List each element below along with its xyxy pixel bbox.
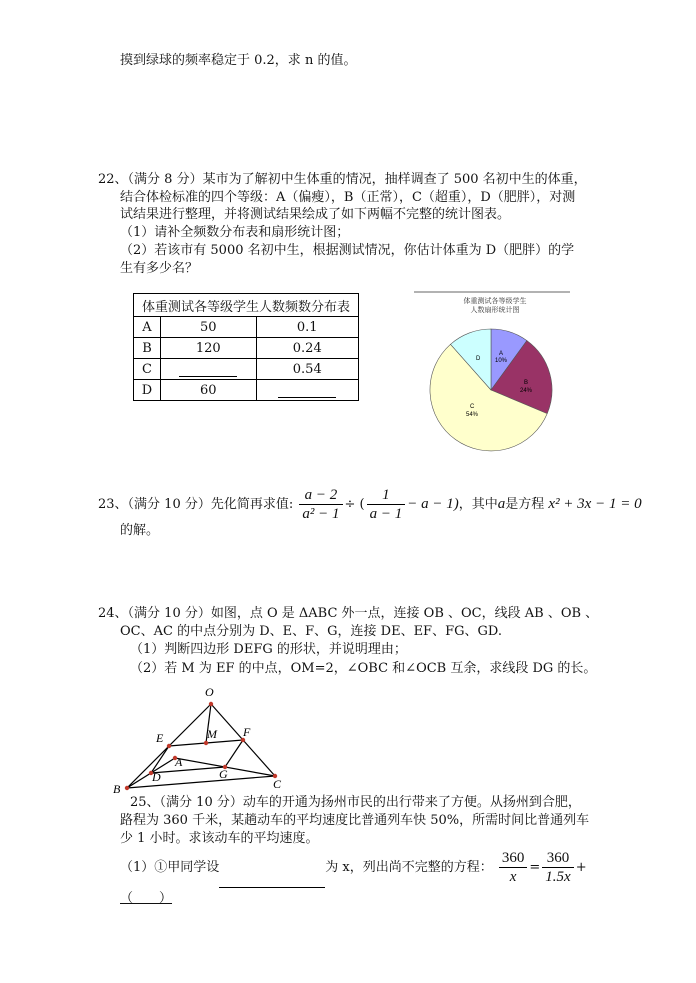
q23-is-root: 是方程 [505,497,545,512]
q25-sub1-mid: 为 x，列出尚不完整的方程： [325,860,493,875]
table-cell-grade: A [134,317,161,338]
q24-line1: 24、（满分 10 分）如图，点 O 是 ΔABC 外一点，连接 OB 、OC，线段 AB 、OB 、 [98,606,599,621]
label-e: E [156,731,164,745]
q25-plus: + [575,860,587,875]
q23-expression [98,482,642,527]
frequency-table [133,293,359,401]
q25-line2: 路程为 360 千米，某趟动车的平均速度比普通列车快 50%，所需时间比普通列车 [120,813,590,828]
q23-equation: x² + 3x − 1 = 0 [548,496,642,512]
table-row [134,338,359,359]
q25-fraction-2: $\frac{360}{1.5x}$ [542,849,573,886]
geometry-figure [105,682,295,797]
table-cell-freq: 0.24 [256,338,358,359]
q22-line1: 22、（满分 8 分）某市为了解初中生体重的情况，抽样调查了 500 名初中生的体重， [98,172,587,187]
pie-chart [410,286,580,458]
q25-sub1-prefix: （1）①甲同学设 [120,860,220,875]
q25-sub1 [120,848,587,888]
q22-sub2b: 生有多少名？ [120,261,199,276]
q23-fraction-2: $\frac{1}{a - 1}$ [367,486,406,523]
q25-eq: = [529,860,541,875]
pie-label-b: B [524,380,529,386]
q23-tail-expr: − a − 1) [407,496,459,512]
q24-sub2: （2）若 M 为 EF 的中点，OM=2，∠OBC 和∠OCB 互余，求线段 DG 的长。 [130,661,597,676]
q23-div: ÷ ( [344,497,365,512]
q23-fraction-1: $\frac{a - 2}{\text{a² − 1}}$ [299,486,342,523]
table-cell-freq-blank[interactable] [256,380,358,401]
table-row [134,359,359,380]
label-b: B [113,782,121,796]
q23-mid: ，其中 [458,497,498,512]
q25-answer-blank[interactable] [219,873,325,888]
pie-pct-b: 24% [520,388,533,394]
table-row [134,380,359,401]
table-cell-grade: D [134,380,161,401]
q22-line2: 结合体检标准的四个等级：A（偏瘦），B（正常），C（超重），D（肥胖），对测 [120,190,576,205]
q23-line2: 的解。 [120,523,160,538]
pie-title-line1: 体重测试各等级学生 [463,297,527,305]
pie-pct-a: 10% [495,358,508,364]
table-cell-count: 120 [160,338,256,359]
q23-prefix: 23、（满分 10 分）先化简再求值: [98,497,294,512]
q25-paren-blank[interactable]: （ ） [120,891,173,906]
q25-line1: 25、（满分 10 分）动车的开通为扬州市民的出行带来了方便。从扬州到合肥， [130,795,581,810]
pie-pct-c: 54% [466,412,479,418]
pie-label-a: A [499,351,504,357]
table-cell-grade: B [134,338,161,359]
q22-line3: 试结果进行整理，并将测试结果绘成了如下两幅不完整的统计图表。 [120,207,511,222]
q23-var: a [497,496,506,512]
label-a: A [175,755,183,769]
pie-label-d: D [476,356,481,362]
table-title: 体重测试各等级学生人数频数分布表 [134,294,359,317]
label-f: F [243,725,251,739]
q24-line2: OC、AC 的中点分别为 D、E、F、G，连接 DE、EF、FG、GD. [120,624,502,639]
table-cell-count: 50 [160,317,256,338]
q22-sub2a: （2）若该市有 5000 名初中生，根据测试情况，你估计体重为 D（肥胖）的学 [120,243,575,258]
label-m: M [207,727,217,741]
label-g: G [219,767,228,781]
pie-label-c: C [470,404,475,410]
table-cell-freq: 0.54 [256,359,358,380]
label-o: O [205,685,214,699]
label-d: D [152,770,161,784]
label-c: C [273,777,282,791]
table-row [134,317,359,338]
q25-line3: 少 1 小时。求该动车的平均速度。 [120,831,319,846]
q24-sub1: （1）判断四边形 DEFG 的形状，并说明理由； [130,642,407,657]
q21-tail-text: 摸到绿球的频率稳定于 0.2，求 n 的值。 [120,53,357,68]
q22-sub1: （1）请补全频数分布表和扇形统计图； [120,225,350,240]
table-cell-freq: 0.1 [256,317,358,338]
pie-title-line2: 人数扇形统计图 [470,306,520,314]
q25-fraction-1: $\frac{360}{x}$ [499,849,528,886]
table-cell-count-blank[interactable] [160,359,256,380]
table-cell-grade: C [134,359,161,380]
table-cell-count: 60 [160,380,256,401]
